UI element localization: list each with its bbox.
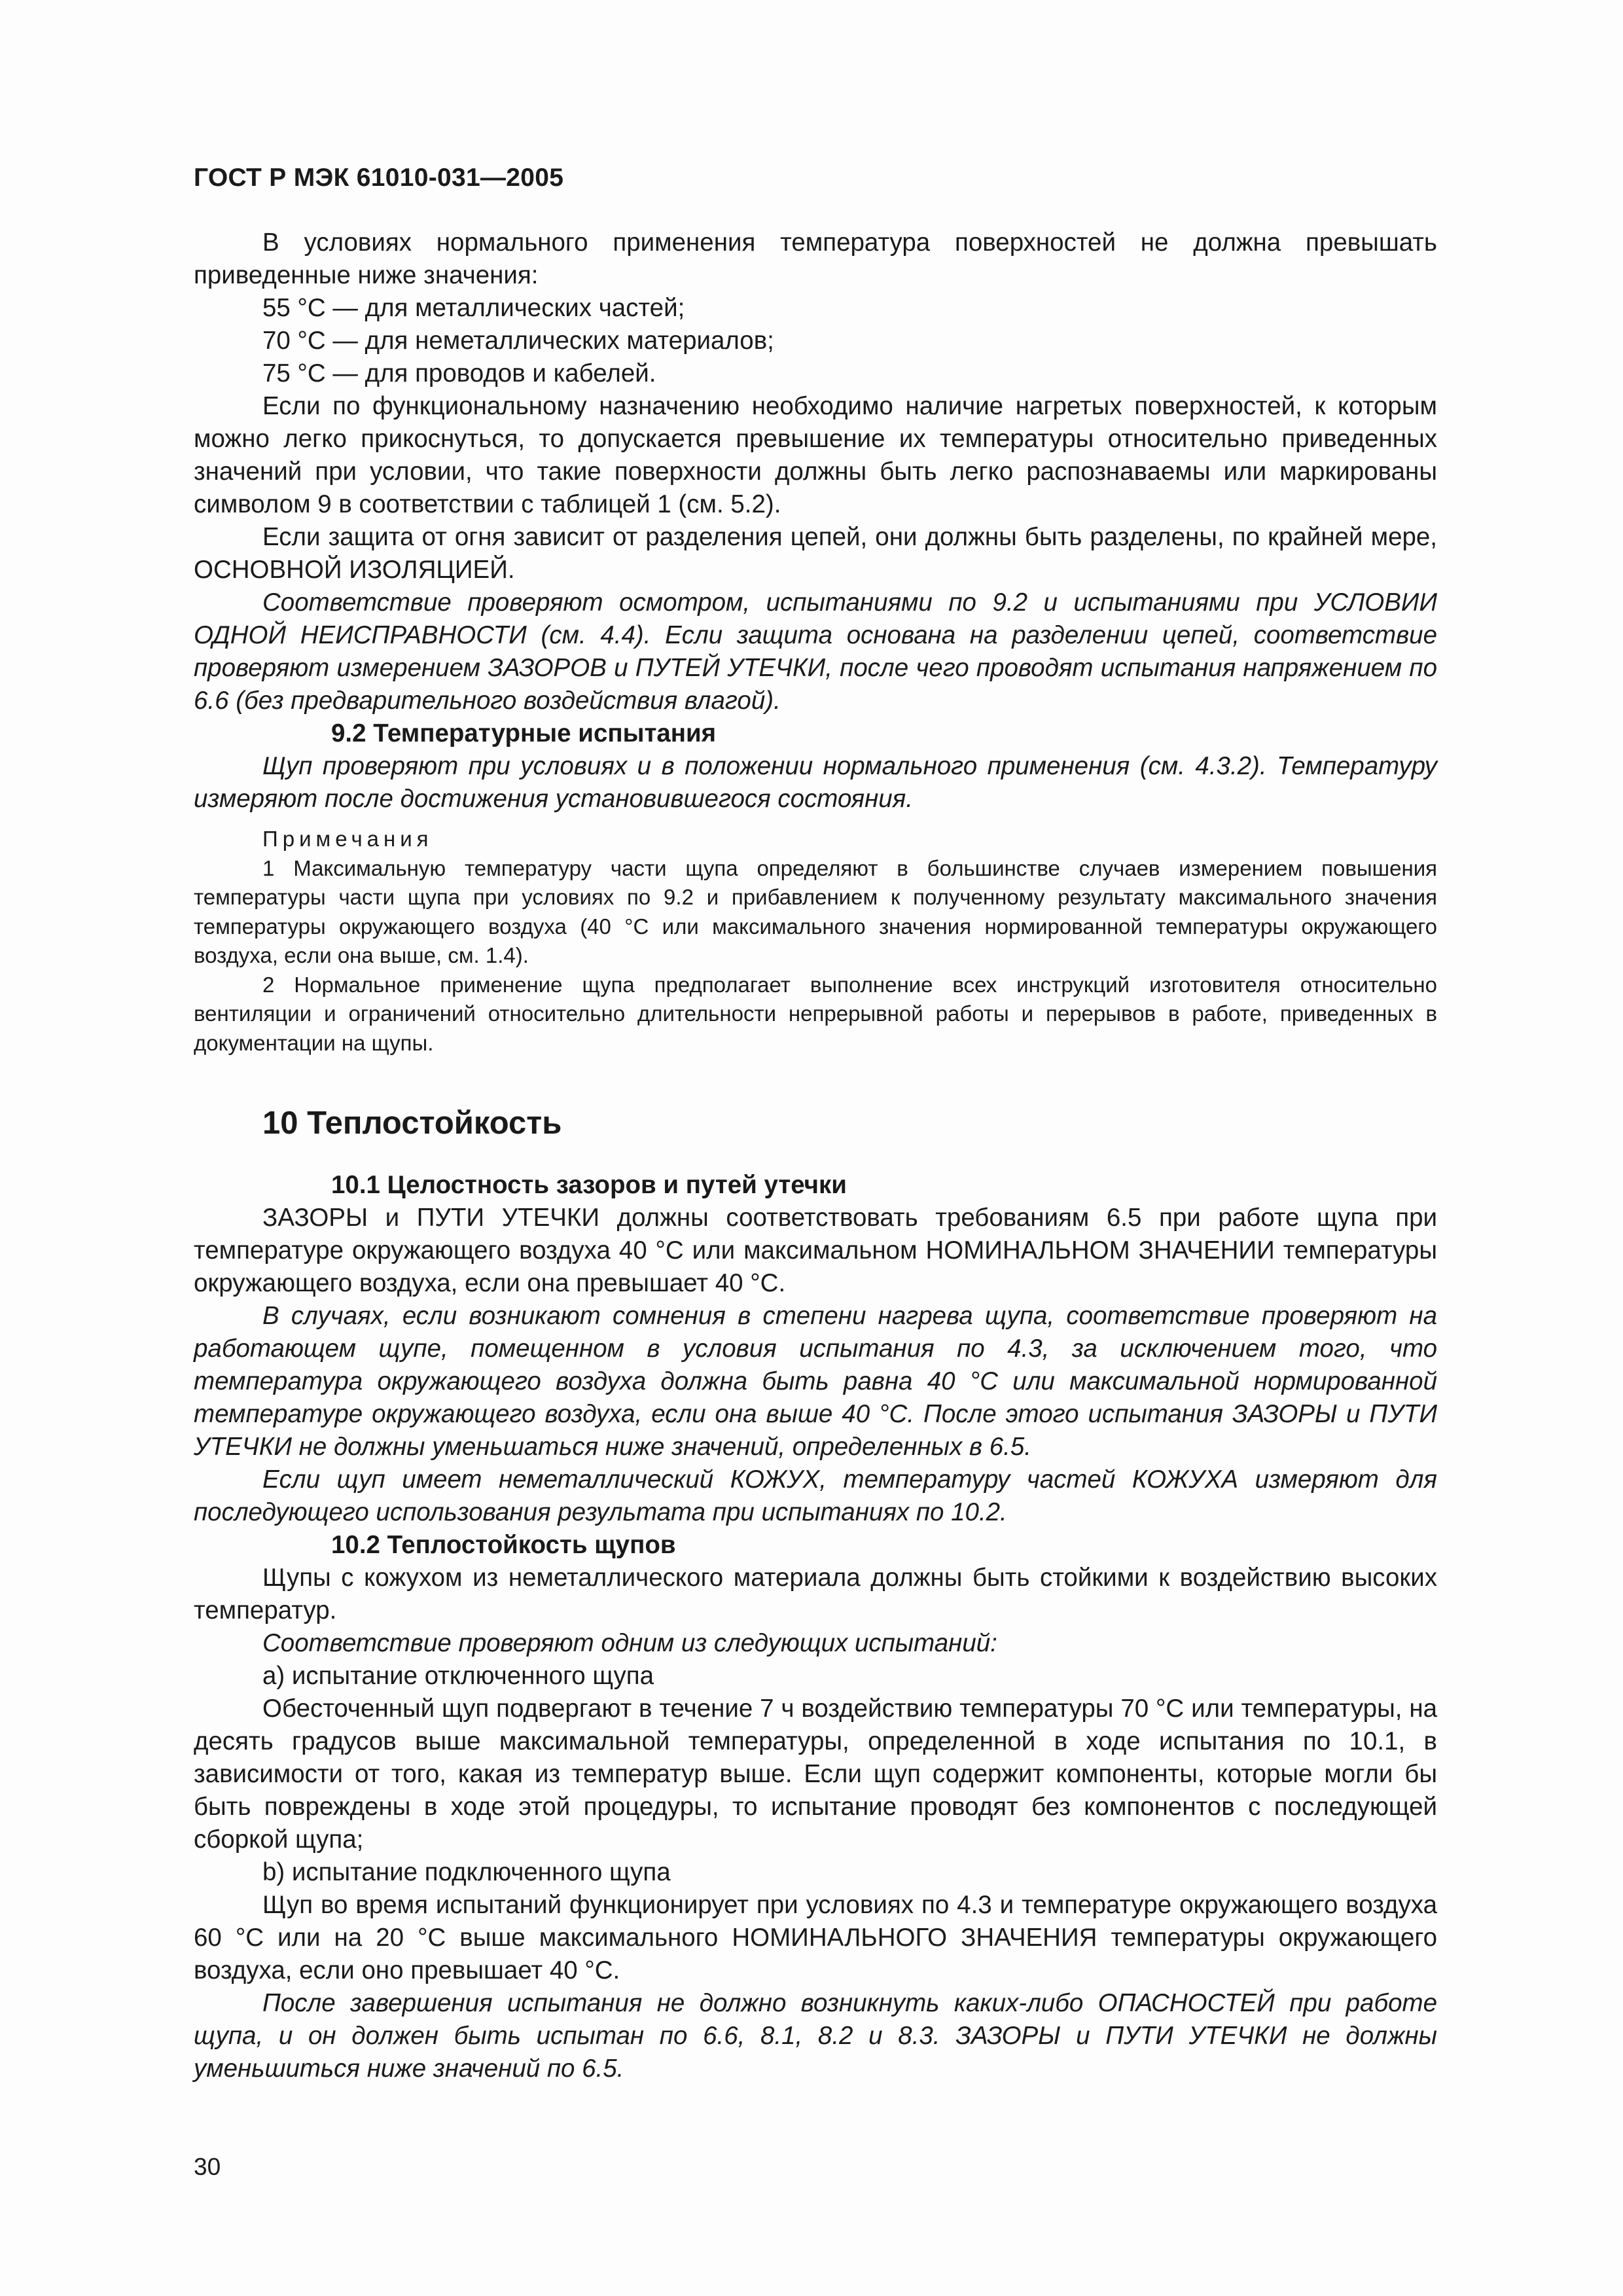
compliance-paragraph: Соответствие проверяют осмотром, испытаниями по 9.2 и испытаниями при УСЛОВИИ ОДНОЙ НЕИСПРАВНОСТИ (см. 4.4). Если защита основана на разделении цепей, соответствие проверяют измерением ЗАЗОРОВ и ПУТЕЙ УТЕЧКИ, после чего проводят испытания напряжением по 6.6 (без предварительного воздействия влагой). — [194, 588, 1437, 715]
list-item: 70 °С — для неметаллических материалов; — [262, 327, 774, 355]
paragraph: Если по функциональному назначению необходимо наличие нагретых поверхностей, к которым можно легко прикоснуться, то допускается превышение их температуры относительно приведенных значений при условии, что такие поверхности должны быть легко распознаваемы или маркированы символом 9 в соответствии с таблицей 1 (см. 5.2). — [194, 392, 1437, 518]
compliance-paragraph: После завершения испытания не должно возникнуть каких-либо ОПАСНОСТЕЙ при работе щупа, и он должен быть испытан по 6.6, 8.1, 8.2 и 8.3. ЗАЗОРЫ и ПУТИ УТЕЧКИ не должны уменьшиться ниже значений по 6.5. — [194, 1989, 1437, 2083]
paragraph: Щуп во время испытаний функционирует при условиях по 4.3 и температуре окружающего воздуха 60 °С или на 20 °С выше максимального НОМИНАЛЬНОГО ЗНАЧЕНИЯ температуры окружающего воздуха, если оно превышает 40 °С. — [194, 1891, 1437, 1984]
notes-block — [194, 825, 1437, 1058]
paragraph: Если защита от огня зависит от разделения цепей, они должны быть разделены, по крайней мере, ОСНОВНОЙ ИЗОЛЯЦИЕЙ. — [194, 523, 1437, 584]
list-item-a: a) испытание отключенного щупа — [262, 1662, 654, 1690]
document-code-header: ГОСТ Р МЭК 61010-031—2005 — [194, 164, 564, 192]
paragraph: В условиях нормального применения температура поверхностей не должна превышать приведенные ниже значения: — [194, 228, 1437, 289]
document-body — [194, 226, 1437, 2085]
list-item-b: b) испытание подключенного щупа — [262, 1858, 671, 1886]
note-item: 1 Максимальную температуру части щупа определяют в большинстве случаев измерением повышения температуры части щупа при условиях по 9.2 и прибавлением к полученному результату максимального значения температуры окружающего воздуха (40 °С или максимального значения нормированной температуры окружающего воздуха, если она выше, см. 1.4). — [194, 855, 1437, 967]
paragraph: Обесточенный щуп подвергают в течение 7 ч воздействию температуры 70 °С или температуры, на десять градусов выше максимальной температуры, определенной в ходе испытания по 10.1, в зависимости от того, какая из температур выше. Если щуп содержит компоненты, которые могли бы быть повреждены в ходе этой процедуры, то испытание проводят без компонентов с последующей сборкой щупа; — [194, 1695, 1437, 1854]
list-item: 55 °С — для металлических частей; — [262, 294, 685, 322]
compliance-paragraph: В случаях, если возникают сомнения в степени нагрева щупа, соответствие проверяют на работающем щупе, помещенном в условия испытания по 4.3, за исключением того, что температура окружающего воздуха должна быть равна 40 °С или максимальной нормированной температуре окружающего воздуха, если она выше 40 °С. После этого испытания ЗАЗОРЫ и ПУТИ УТЕЧКИ не должны уменьшаться ниже значений, определенных в 6.5. — [194, 1302, 1437, 1461]
compliance-paragraph: Соответствие проверяют одним из следующих испытаний: — [262, 1629, 997, 1657]
subsection-heading-10-2: 10.2 Теплостойкость щупов — [331, 1531, 676, 1559]
list-item: 75 °С — для проводов и кабелей. — [262, 359, 656, 387]
subsection-heading-9-2: 9.2 Температурные испытания — [331, 719, 717, 747]
compliance-paragraph: Щуп проверяют при условиях и в положении нормального применения (см. 4.3.2). Температуру измеряют после достижения установившегося состояния. — [194, 752, 1437, 813]
section-title-10: 10 Теплостойкость — [262, 1105, 562, 1141]
paragraph: ЗАЗОРЫ и ПУТИ УТЕЧКИ должны соответствовать требованиям 6.5 при работе щупа при температуре окружающего воздуха 40 °С или максимальном НОМИНАЛЬНОМ ЗНАЧЕНИИ температуры окружающего воздуха, если она превышает 40 °С. — [194, 1204, 1437, 1297]
notes-heading: Примечания — [262, 827, 433, 851]
paragraph: Щупы с кожухом из неметаллического материала должны быть стойкими к воздействию высоких температур. — [194, 1564, 1437, 1624]
subsection-heading-10-1: 10.1 Целостность зазоров и путей утечки — [331, 1171, 847, 1199]
page-number: 30 — [194, 2153, 221, 2180]
note-item: 2 Нормальное применение щупа предполагает выполнение всех инструкций изготовителя относительно вентиляции и ограничений относительно длительности непрерывной работы и перерывов в работе, приведенных в документации на щупы. — [194, 972, 1437, 1055]
compliance-paragraph: Если щуп имеет неметаллический КОЖУХ, температуру частей КОЖУХА измеряют для последующего использования результата при испытаниях по 10.2. — [194, 1465, 1437, 1526]
